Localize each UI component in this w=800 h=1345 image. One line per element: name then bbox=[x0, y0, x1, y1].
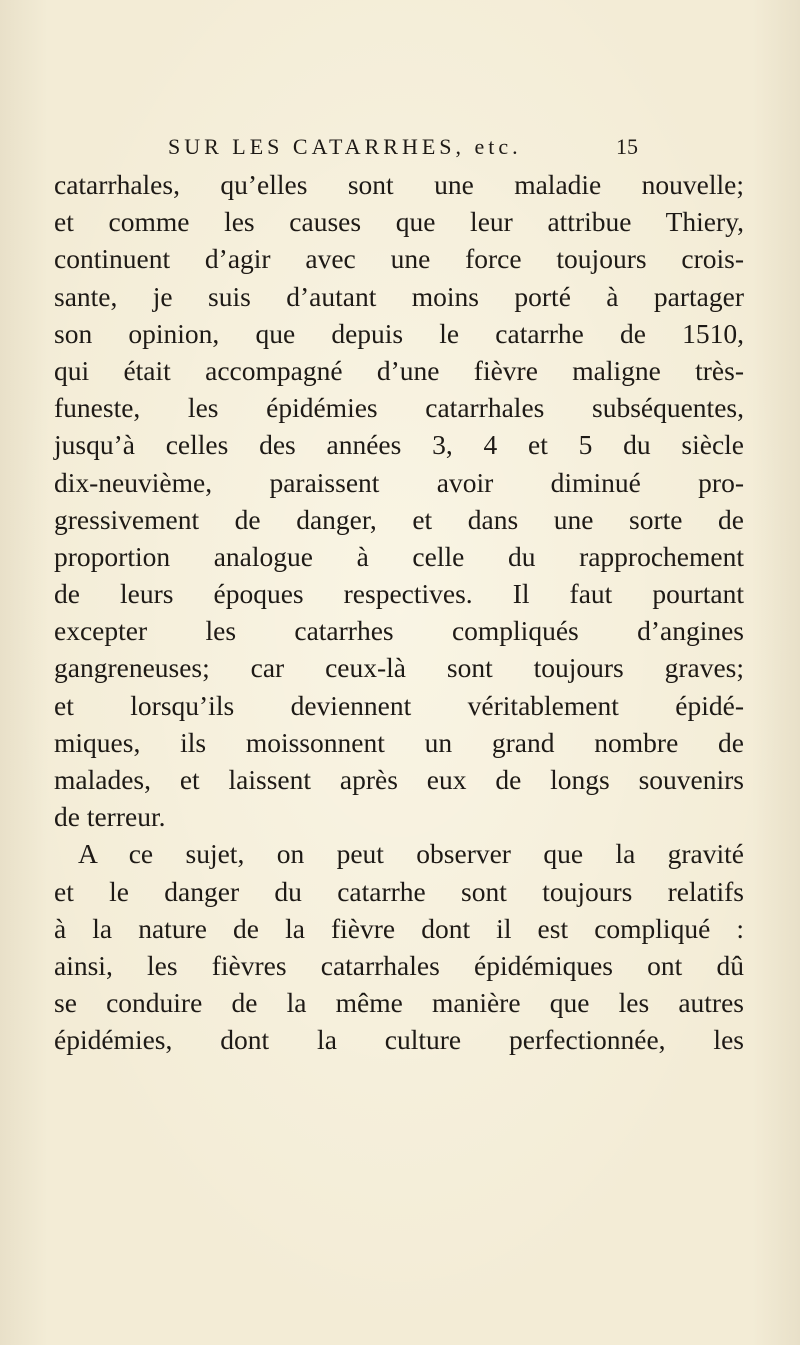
text-line: gressivement de danger, et dans une sorte de bbox=[54, 503, 744, 535]
text-line: proportion analogue à celle du rapprochement bbox=[54, 540, 744, 572]
text-line: à la nature de la fièvre dont il est compliqué : bbox=[54, 912, 744, 944]
text-line: gangreneuses; car ceux-là sont toujours graves; bbox=[54, 652, 744, 684]
text-line: ainsi, les fièvres catarrhales épidémiques ont dû bbox=[54, 949, 744, 981]
text-line: et lorsqu’ils deviennent véritablement épidé- bbox=[54, 689, 744, 721]
text-line: funeste, les épidémies catarrhales subséquentes, bbox=[54, 392, 744, 424]
text-line: qui était accompagné d’une fièvre maligne très- bbox=[54, 354, 744, 386]
page-number: 15 bbox=[616, 134, 638, 159]
text-line: sante, je suis d’autant moins porté à partager bbox=[54, 280, 744, 312]
text-line: se conduire de la même manière que les autres bbox=[54, 987, 744, 1019]
body-text bbox=[54, 166, 744, 1059]
text-line: continuent d’agir avec une force toujours crois- bbox=[54, 243, 744, 275]
text-line: épidémies, dont la culture perfectionnée, les bbox=[54, 1024, 744, 1056]
text-line: catarrhales, qu’elles sont une maladie nouvelle; bbox=[54, 169, 744, 200]
running-head-title: SUR LES CATARRHES, etc. bbox=[168, 134, 522, 159]
text-line: miques, ils moissonnent un grand nombre de bbox=[54, 726, 744, 758]
running-head bbox=[168, 134, 638, 170]
text-line: son opinion, que depuis le catarrhe de 1510, bbox=[54, 317, 744, 349]
text-line: jusqu’à celles des années 3, 4 et 5 du siècle bbox=[54, 429, 744, 461]
text-line: malades, et laissent après eux de longs souvenirs bbox=[54, 764, 744, 795]
paragraph-end-line: de terreur. bbox=[54, 801, 166, 833]
text-line: et le danger du catarrhe sont toujours relatifs bbox=[54, 875, 744, 907]
paragraph-start-line: A ce sujet, on peut observer que la gravité bbox=[78, 838, 744, 870]
text-line: de leurs époques respectives. Il faut pourtant bbox=[54, 578, 744, 610]
text-line: excepter les catarrhes compliqués d’angines bbox=[54, 615, 744, 647]
text-line: dix-neuvième, paraissent avoir diminué pro- bbox=[54, 466, 744, 498]
text-line: et comme les causes que leur attribue Thiery, bbox=[54, 206, 744, 238]
